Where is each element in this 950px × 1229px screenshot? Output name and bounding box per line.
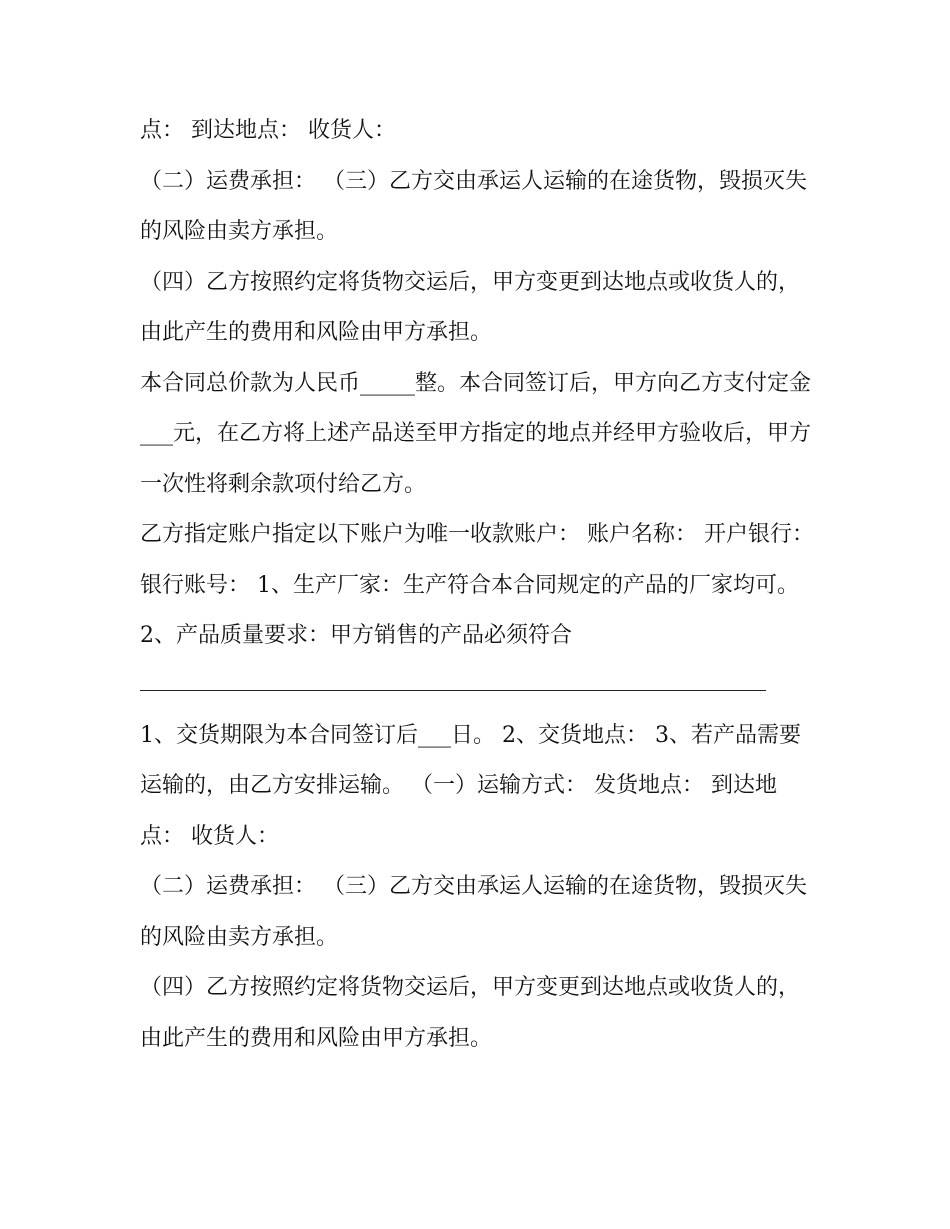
document-body	[140, 106, 820, 1064]
paragraph-freight-risk: （二）运费承担： （三）乙方交由承运人运输的在途货物，毁损灭失的风险由卖方承担。	[140, 168, 807, 244]
paragraph-freight-risk-repeat: （二）运费承担： （三）乙方交由承运人运输的在途货物，毁损灭失的风险由卖方承担。	[140, 874, 807, 950]
paragraph-delivery-terms: 1、交货期限为本合同签订后___日。 2、交货地点： 3、若产品需要运输的，由乙方安排运输。 （一）运输方式： 发货地点： 到达地点： 收货人：	[140, 722, 801, 849]
paragraph-bank-account: 乙方指定账户指定以下账户为唯一收款账户： 账户名称： 开户银行： 银行账号： 1、生产厂家：生产符合本合同规定的产品的厂家均可。	[140, 522, 814, 598]
paragraph-change-destination-repeat: （四）乙方按照约定将货物交运后，甲方变更到达地点或收货人的，由此产生的费用和风险由甲方承担。	[140, 975, 801, 1051]
paragraph-quality-requirement: 2、产品质量要求：甲方销售的产品必须符合	[140, 623, 572, 648]
paragraph-delivery-continuation: 点： 到达地点： 收货人：	[140, 118, 396, 143]
paragraph-total-price: 本合同总价款为人民币_____整。本合同签订后，甲方向乙方支付定金___元，在乙方将上述产品送至甲方指定的地点并经甲方验收后，甲方一次性将剩余款项付给乙方。	[140, 370, 812, 497]
paragraph-change-destination: （四）乙方按照约定将货物交运后，甲方变更到达地点或收货人的，由此产生的费用和风险由甲方承担。	[140, 269, 801, 345]
horizontal-rule	[140, 690, 766, 691]
